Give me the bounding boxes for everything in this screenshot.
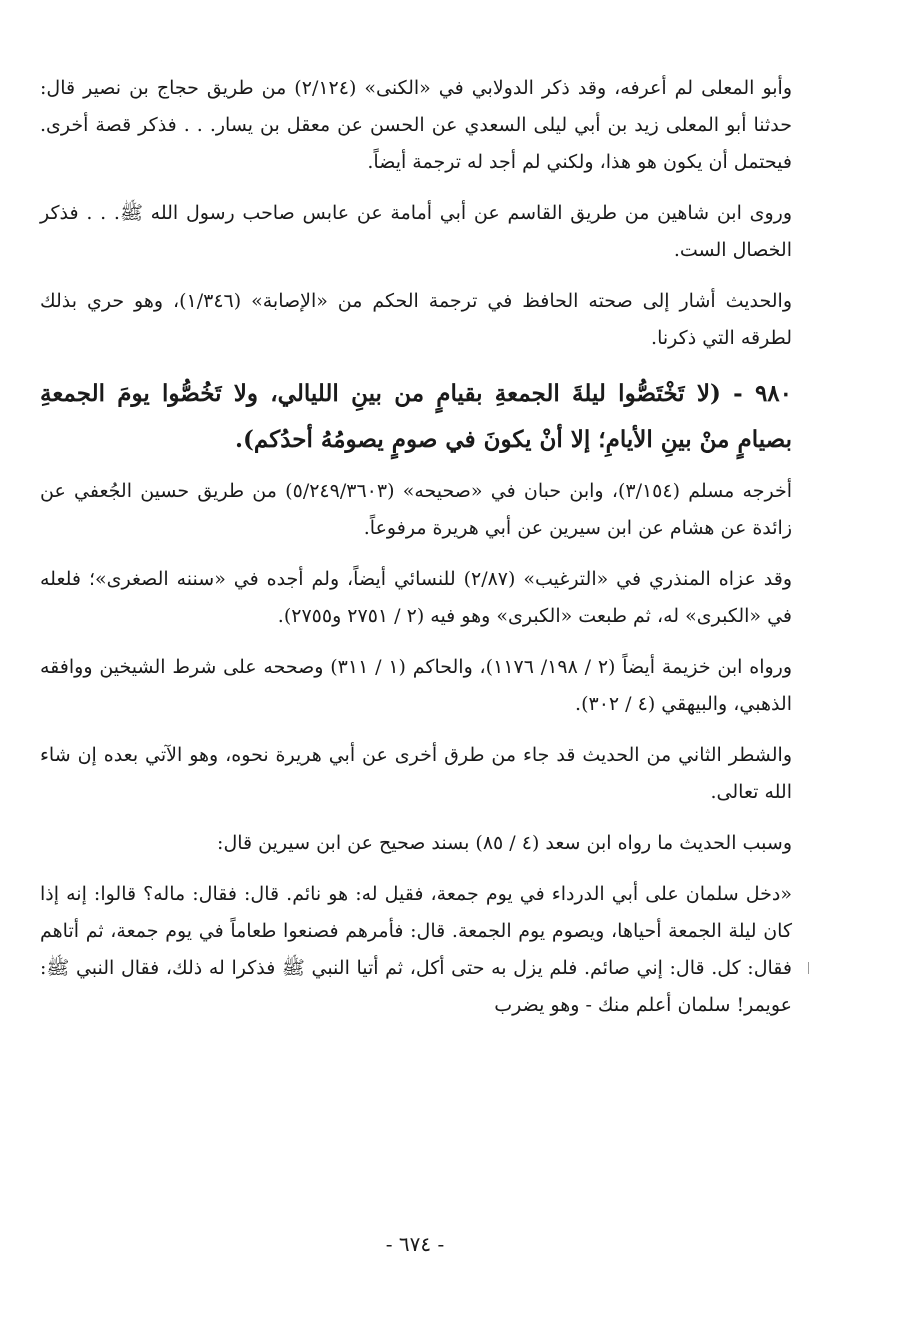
hadith-text: ٩٨٠ - (لا تَخْتَصُّوا ليلةَ الجمعةِ بقيامٍ من بينِ الليالي، ولا تَخُصُّوا يومَ الجمعةِ بصيامٍ منْ بينِ الأيامِ؛ إلا أنْ يكونَ في صومٍ يصومُهُ أحدُكم).: [40, 380, 792, 453]
page-number: - ٦٧٤ -: [385, 1232, 445, 1256]
paragraph: وقد عزاه المنذري في «الترغيب» (٢/٨٧) للنسائي أيضاً، ولم أجده في «سننه الصغرى»؛ فلعله في «الكبرى» له، ثم طبعت «الكبرى» وهو فيه (٢ / ٢٧٥١ و٢٧٥٥).: [40, 568, 792, 627]
paragraph: وروى ابن شاهين من طريق القاسم عن أبي أمامة عن عابس صاحب رسول الله ﷺ. . . فذكر الخصال الست.: [40, 202, 792, 261]
paragraph: ورواه ابن خزيمة أيضاً (٢ / ١٩٨/ ١١٧٦)، والحاكم (١ / ٣١١) وصححه على شرط الشيخين ووافقه الذهبي، والبيهقي (٤ / ٣٠٢).: [40, 656, 792, 715]
margin-mark: [808, 962, 809, 974]
paragraph: وأبو المعلى لم أعرفه، وقد ذكر الدولابي في «الكنى» (٢/١٢٤) من طريق حجاج بن نصير قال: حدثنا أبو المعلى زيد بن أبي ليلى السعدي عن الحسن عن معقل بن يسار. . . فذكر قصة أخرى. فيحتمل أن يكون هو هذا، ولكني لم أجد له ترجمة أيضاً.: [40, 77, 792, 173]
paragraph: والشطر الثاني من الحديث قد جاء من طرق أخرى عن أبي هريرة نحوه، وهو الآتي بعده إن شاء الله تعالى.: [40, 744, 792, 803]
paragraph: «دخل سلمان على أبي الدرداء في يوم جمعة، فقيل له: هو نائم. قال: فقال: ماله؟ قالوا: إنه إذا كان ليلة الجمعة أحياها، ويصوم يوم الجمعة. قال: فأمرهم فصنعوا طعاماً في يوم جمعة، ثم أتاهم فقال: كل. قال: إني صائم. فلم يزل به حتى أكل، ثم أتيا النبي ﷺ فذكرا له ذلك، فقال النبي ﷺ: عويمر! سلمان أعلم منك - وهو يضرب: [40, 883, 792, 1016]
paragraph: أخرجه مسلم (٣/١٥٤)، وابن حبان في «صحيحه» (٥/٢٤٩/٣٦٠٣) من طريق حسين الجُعفي عن زائدة عن هشام عن ابن سيرين عن أبي هريرة مرفوعاً.: [40, 480, 792, 539]
page-body: [40, 70, 792, 1038]
paragraph: والحديث أشار إلى صحته الحافظ في ترجمة الحكم من «الإصابة» (١/٣٤٦)، وهو حري بذلك لطرقه التي ذكرنا.: [40, 290, 792, 349]
paragraph: وسبب الحديث ما رواه ابن سعد (٤ / ٨٥) بسند صحيح عن ابن سيرين قال:: [217, 832, 792, 854]
